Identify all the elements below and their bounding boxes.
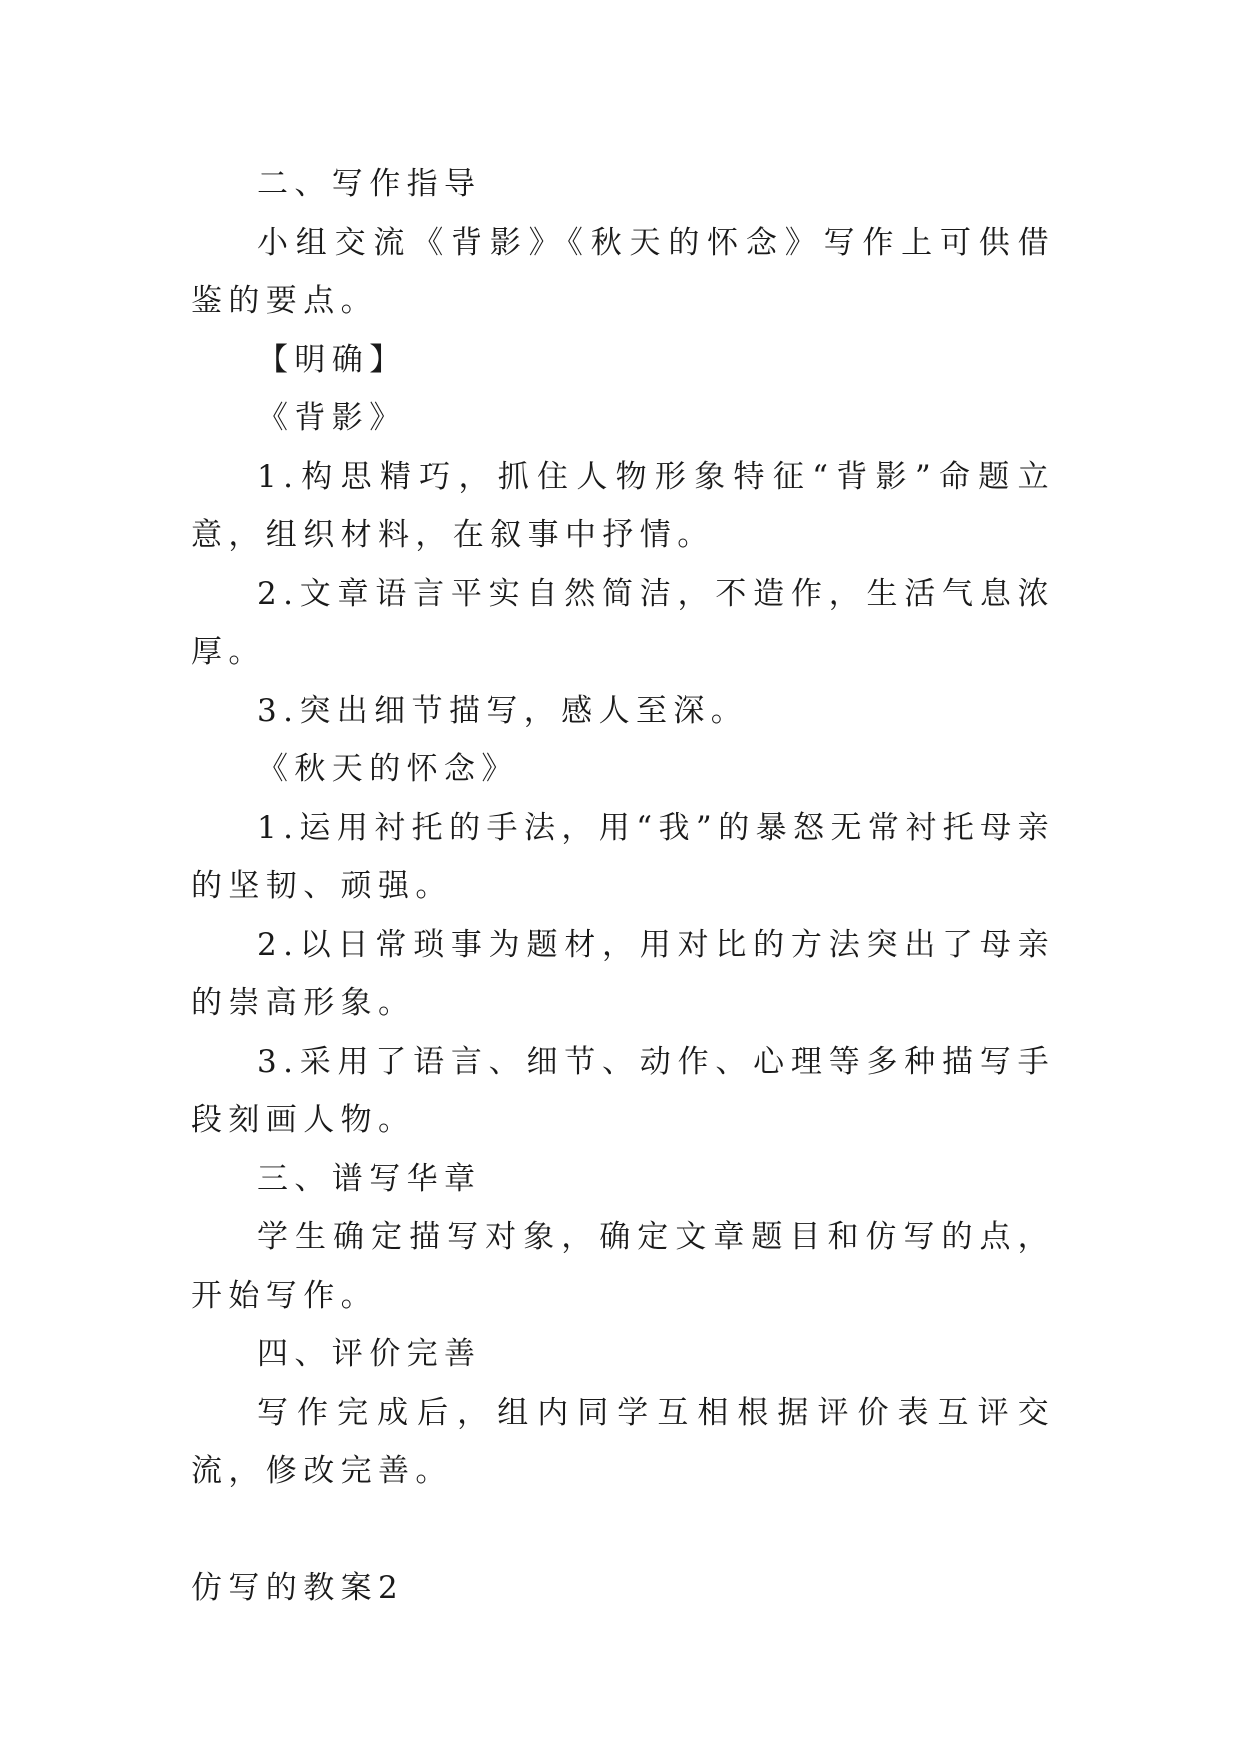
- section-heading: 四、评价完善: [257, 1336, 482, 1372]
- list-item: 2.以日常琐事为题材，用对比的方法突出了母亲的崇高形象。: [191, 926, 1055, 1021]
- list-item: 1.构思精巧，抓住人物形象特征“背影”命题立意，组织材料，在叙事中抒情。: [191, 458, 1055, 553]
- sub-title: 《背影》: [257, 400, 407, 436]
- document-title: 仿写的教案2: [191, 1569, 405, 1606]
- section-heading: 三、谱写华章: [257, 1160, 482, 1197]
- document-body: [191, 155, 1055, 1617]
- sub-title: 《秋天的怀念》: [257, 751, 519, 787]
- clarify-label: 【明确】: [257, 341, 407, 378]
- section-heading: 二、写作指导: [257, 166, 482, 202]
- list-item: 2.文章语言平实自然简洁，不造作，生活气息浓厚。: [191, 575, 1055, 670]
- body-paragraph: 学生确定描写对象，确定文章题目和仿写的点，开始写作。: [191, 1219, 1055, 1314]
- list-item: 1.运用衬托的手法，用“我”的暴怒无常衬托母亲的坚韧、顽强。: [191, 809, 1055, 904]
- body-paragraph: 小组交流《背影》《秋天的怀念》写作上可供借鉴的要点。: [191, 224, 1055, 319]
- body-paragraph: 写作完成后，组内同学互相根据评价表互评交流，修改完善。: [191, 1394, 1055, 1489]
- list-item: 3.突出细节描写，感人至深。: [257, 692, 749, 729]
- section-gap: [191, 1501, 1055, 1559]
- list-item: 3.采用了语言、细节、动作、心理等多种描写手段刻画人物。: [191, 1043, 1055, 1138]
